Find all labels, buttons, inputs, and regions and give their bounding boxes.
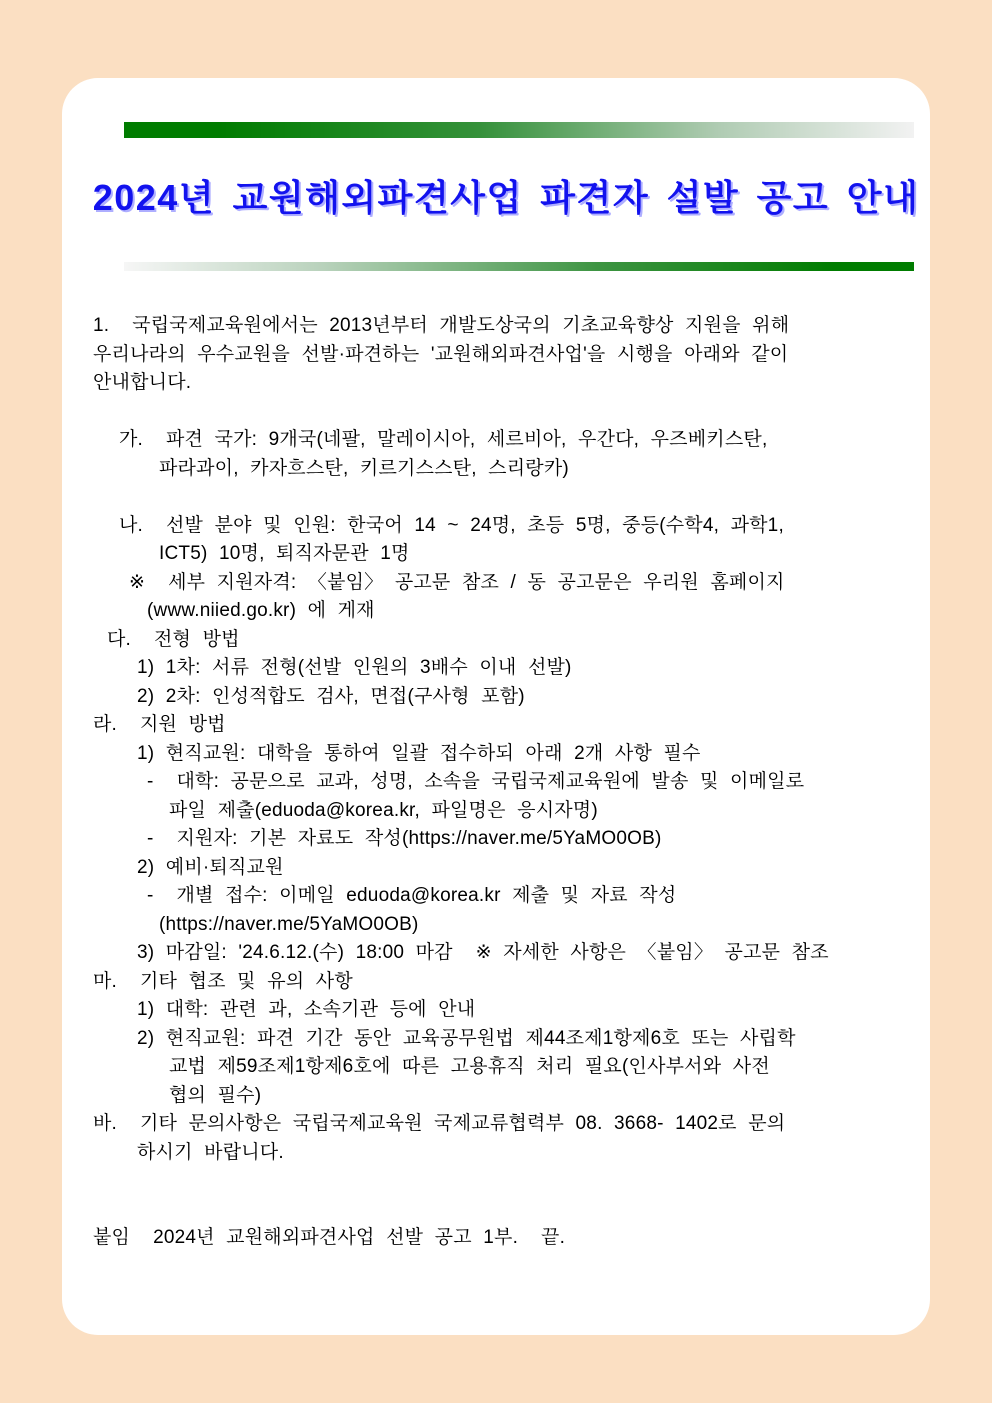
document-body <box>93 312 922 1253</box>
blank-line <box>93 1167 922 1196</box>
text-line: 2) 예비·퇴직교원 <box>137 856 284 878</box>
text-line: 2) 2차: 인성적합도 검사, 면접(구사형 포함) <box>137 685 525 707</box>
text-line: 하시기 바랍니다. <box>137 1141 284 1163</box>
text-line: 마. 기타 협조 및 유의 사항 <box>93 970 353 992</box>
text-line: 2) 현직교원: 파견 기간 동안 교육공무원법 제44조제1항제6호 또는 사립학 <box>137 1027 796 1049</box>
text-line: 교법 제59조제1항제6호에 따른 고용휴직 처리 필요(인사부서와 사전 <box>169 1056 770 1077</box>
text-line: 1. 국립국제교육원에서는 2013년부터 개발도상국의 기초교육향상 지원을 위해 <box>93 315 790 336</box>
text-line: (www.niied.go.kr) 에 게재 <box>147 600 375 621</box>
blank-line <box>93 483 922 512</box>
text-line: 협의 필수) <box>169 1084 262 1106</box>
text-line: 파일 제출(eduoda@korea.kr, 파일명은 응시자명) <box>169 799 598 821</box>
blank-line <box>93 1196 922 1225</box>
text-line: ※ 세부 지원자격: 〈붙임〉 공고문 참조 / 동 공고문은 우리원 홈페이지 <box>129 571 785 593</box>
text-line: 가. 파견 국가: 9개국(네팔, 말레이시아, 세르비아, 우간다, 우즈베키스탄, <box>119 429 768 450</box>
blank-line <box>93 398 922 427</box>
text-line: - 대학: 공문으로 교과, 성명, 소속을 국립국제교육원에 발송 및 이메일로 <box>147 771 805 792</box>
text-line: 1) 대학: 관련 과, 소속기관 등에 안내 <box>137 999 476 1020</box>
text-line: 안내합니다. <box>93 372 192 393</box>
text-line: ICT5) 10명, 퇴직자문관 1명 <box>159 543 410 564</box>
text-line: - 개별 접수: 이메일 eduoda@korea.kr 제출 및 자료 작성 <box>147 885 677 906</box>
text-line: 바. 기타 문의사항은 국립국제교육원 국제교류협력부 08. 3668- 1402로 문의 <box>93 1113 786 1134</box>
text-line: 1) 1차: 서류 전형(선발 인원의 3배수 이내 선발) <box>137 657 572 678</box>
text-line: 파라과이, 카자흐스탄, 키르기스스탄, 스리랑카) <box>159 457 569 479</box>
text-line: 나. 선발 분야 및 인원: 한국어 14 ~ 24명, 초등 5명, 중등(수학4, 과학1, <box>119 514 784 536</box>
document-card <box>62 78 930 1335</box>
text-line: - 지원자: 기본 자료도 작성(https://naver.me/5YaMO0OB) <box>147 828 662 849</box>
text-line: 라. 지원 방법 <box>93 714 226 735</box>
text-line: 3) 마감일: '24.6.12.(수) 18:00 마감 ※ 자세한 사항은 〈붙임〉 공고문 참조 <box>137 942 829 963</box>
text-line: (https://naver.me/5YaMO0OB) <box>159 913 419 935</box>
text-line: 붙임 2024년 교원해외파견사업 선발 공고 1부. 끝. <box>93 1227 566 1248</box>
text-line: 우리나라의 우수교원을 선발·파견하는 '교원해외파견사업'을 시행을 아래와 같이 <box>93 343 789 365</box>
text-line: 다. 전형 방법 <box>107 628 240 650</box>
text-line: 1) 현직교원: 대학을 통하여 일괄 접수하되 아래 2개 사항 필수 <box>137 742 701 764</box>
gradient-bar-top <box>124 122 914 138</box>
page-title: 2024년 교원해외파견사업 파견자 설발 공고 안내 <box>92 177 920 218</box>
gradient-bar-bottom <box>124 262 914 271</box>
